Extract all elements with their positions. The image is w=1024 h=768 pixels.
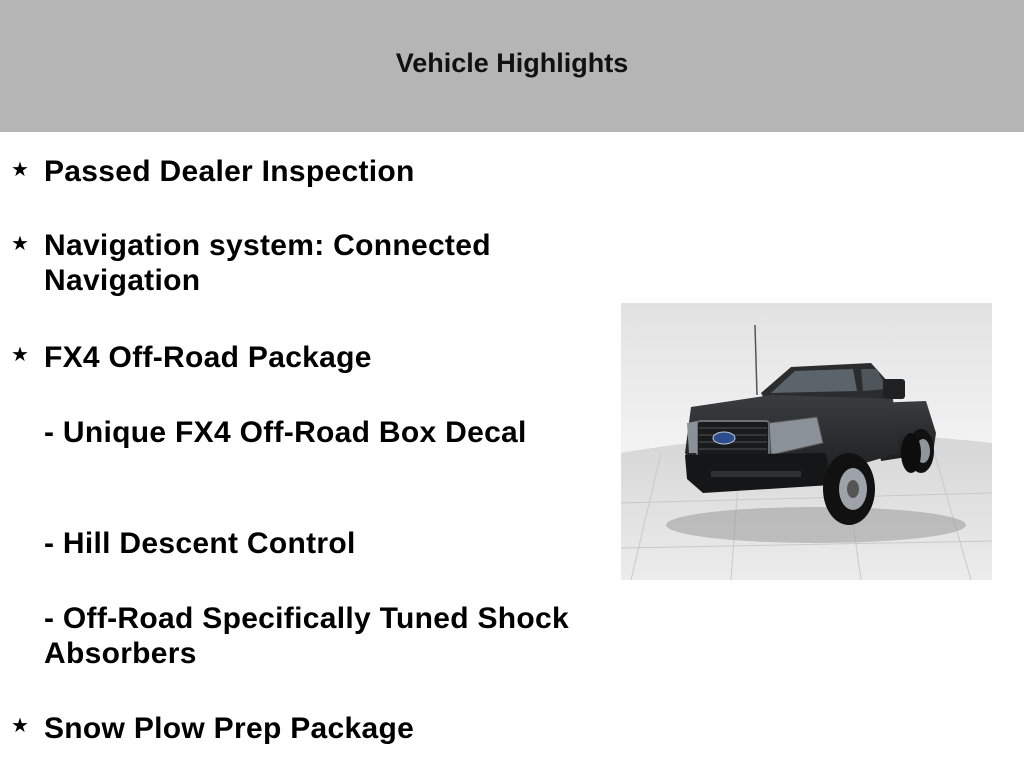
- page-title: Vehicle Highlights: [395, 48, 629, 78]
- star-icon: ★: [11, 715, 29, 737]
- truck-illustration: [621, 303, 992, 580]
- highlight-item: Navigation system: Connected Navigation: [44, 229, 491, 297]
- star-icon: ★: [11, 344, 29, 366]
- highlight-item: FX4 Off-Road Package: [44, 341, 372, 374]
- highlight-item: Passed Dealer Inspection: [44, 155, 415, 188]
- highlight-subitem: - Unique FX4 Off-Road Box Decal: [44, 416, 527, 449]
- highlight-item: Snow Plow Prep Package: [44, 712, 415, 745]
- highlight-subitem: - Off-Road Specifically Tuned Shock Absorbers: [44, 602, 570, 670]
- star-icon: ★: [11, 233, 29, 255]
- highlight-subitem: - Hill Descent Control: [44, 527, 356, 560]
- vehicle-photo: [621, 303, 992, 580]
- star-icon: ★: [11, 159, 29, 181]
